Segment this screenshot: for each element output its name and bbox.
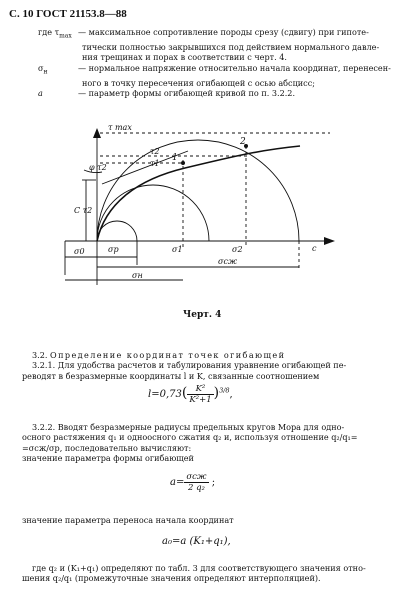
figure-caption: Черт. 4	[183, 310, 222, 320]
label-tau2: τ2	[150, 147, 160, 156]
formula-l: l=0,73( $\frac{\text{K²}}{\text{K²+1}}$ )$^{3/8}$,	[148, 384, 233, 405]
formula-a0: a₀=a (K₁+q₁),	[162, 536, 231, 547]
label-sigma2: σ2	[232, 245, 243, 254]
mohr-envelope-figure	[0, 110, 401, 310]
section-3-2	[22, 350, 346, 381]
label-sigma-sj: σсж	[218, 257, 238, 266]
para-3-2-1: 3.2.1. Для удобства расчетов и табулирования уравнение огибающей пе- реводят в безразмерные координаты l и K, связанные соотношением	[22, 360, 347, 381]
line-a0-intro: значение параметра переноса начала координат	[22, 515, 234, 525]
def-tau-max: где $\tau_{max}$ — максимальное сопротивление породы срезу (сдвигу) при гипоте- тически полностью закрывшихся под действием нормального давле- ния трещинах и порах в соответствии с черт. 4.	[38, 27, 380, 63]
label-phi: φ τ2	[89, 163, 107, 172]
circle-large	[97, 140, 299, 241]
def-a: a — параметр формы огибающей кривой по п. 3.2.2.	[38, 88, 296, 99]
definitions	[38, 27, 391, 99]
label-tau1: τ1	[150, 159, 160, 168]
circle-medium	[97, 185, 209, 241]
page-header: С. 10 ГОСТ 21153.8—88	[9, 8, 127, 20]
envelope-curve	[97, 146, 300, 241]
label-c: c	[312, 244, 317, 253]
label-tau-max: τ max	[108, 123, 132, 132]
label-sigma-p: σp	[108, 245, 119, 254]
label-sigma-n: σн	[132, 271, 143, 280]
section-title: 3.2. Определение координат точек огибающей	[32, 350, 286, 360]
label-sigma0: σ0	[74, 247, 85, 256]
formula-a: a= $\frac{\text{σсж}}{\text{2 q₂}}$ ;	[170, 472, 216, 493]
para-3-2-2: 3.2.2. Вводят безразмерные радиусы предельных кругов Мора для одно- осного растяжения q₁ и одноосного сжатия q₂ и, используя отношение q₂/q₁= =σсж/σр, последовательно вычисляют: значение параметра формы огибающей	[22, 422, 358, 464]
para-end: где q₂ и (K₁+q₁) определяют по табл. 3 для соответствующего значения отно- шения q₂/q₁ (промежуточные значения определяют интерполяцией).	[22, 563, 366, 584]
label-c-tau: C τ2	[74, 206, 93, 215]
label-sigma1: σ1	[172, 245, 183, 254]
def-sigma-n: $\sigma_н$ — нормальное напряжение относительно начала координат, перенесен- ного в точку пересечения огибающей с осью абсцисс;	[38, 62, 391, 88]
label-point1: 1	[172, 153, 178, 163]
label-point2: 2	[240, 137, 246, 147]
